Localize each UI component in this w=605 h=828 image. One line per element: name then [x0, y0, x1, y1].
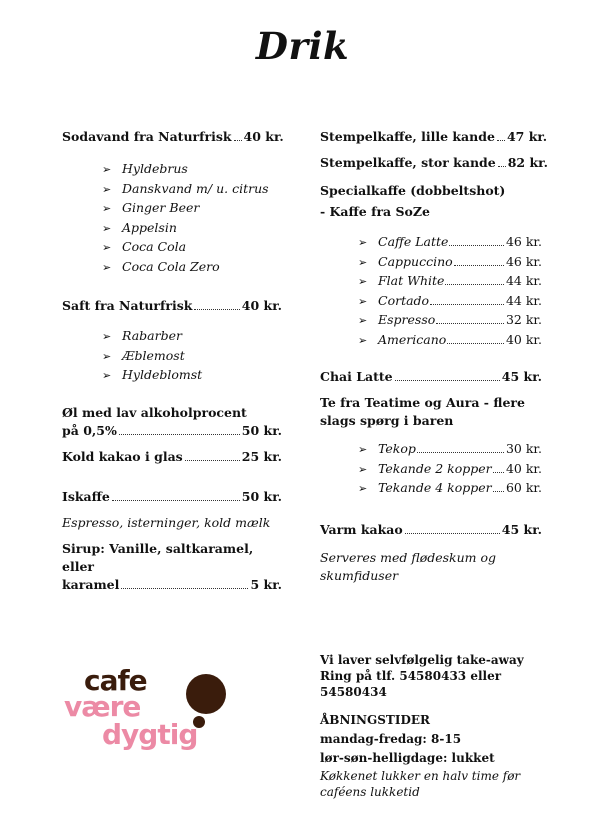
- logo-line2: være: [64, 690, 141, 723]
- varm-kakao-note: Serveres med flødeskum og skumfiduser: [320, 549, 497, 583]
- te-list: [320, 440, 542, 499]
- list-item: ➢ Flat White 44 kr.: [358, 272, 542, 292]
- item-label: Sodavand fra Naturfrisk: [62, 129, 232, 144]
- arrow-bullet-icon: ➢: [358, 443, 368, 456]
- menu-row-kold-kakao: Kold kakao i glas 25 kr.: [62, 448, 282, 464]
- saft-list: [62, 327, 282, 386]
- iskaffe-note: Espresso, isterninger, kold mælk: [62, 514, 271, 530]
- arrow-bullet-icon: ➢: [358, 482, 368, 495]
- item-price: 40 kr.: [243, 129, 284, 144]
- list-item: ➢ Coca Cola Zero: [102, 258, 282, 278]
- hours-weekdays: mandag-fredag: 8-15: [320, 732, 462, 746]
- sirup-line1: Sirup: Vanille, saltkaramel, eller: [62, 540, 254, 574]
- special-heading: Specialkaffe (dobbeltshot): [320, 183, 506, 198]
- arrow-bullet-icon: ➢: [358, 333, 368, 347]
- list-item: ➢ Caffe Latte 46 kr.: [358, 233, 542, 253]
- arrow-bullet-icon: ➢: [102, 163, 112, 176]
- left-column: [62, 128, 282, 594]
- cafe-vaere-dygtig-logo: [60, 660, 240, 755]
- menu-row-iskaffe: Iskaffe 50 kr.: [62, 488, 282, 504]
- list-item: ➢ Æblemost: [102, 347, 282, 367]
- right-column: [320, 128, 548, 585]
- special-list: [320, 233, 542, 350]
- list-item: ➢ Cappuccino 46 kr.: [358, 253, 542, 273]
- menu-row-stempel-stor: Stempelkaffe, stor kande 82 kr.: [320, 155, 548, 170]
- list-item: ➢ Tekande 4 kopper 60 kr.: [358, 479, 542, 499]
- menu-row-sirup: karamel 5 kr.: [62, 576, 282, 592]
- hours-heading: ÅBNINGSTIDER: [320, 713, 430, 727]
- menu-row-ol: på 0,5% 50 kr.: [62, 422, 282, 438]
- te-heading: Te fra Teatime og Aura - flere slags spørg i baren: [320, 395, 525, 428]
- list-item: ➢ Cortado 44 kr.: [358, 292, 542, 312]
- arrow-bullet-icon: ➢: [358, 294, 368, 308]
- list-item: ➢ Tekande 2 kopper 40 kr.: [358, 460, 542, 480]
- arrow-bullet-icon: ➢: [102, 241, 112, 254]
- list-item: ➢ Tekop 30 kr.: [358, 440, 542, 460]
- list-item: ➢ Appelsin: [102, 219, 282, 239]
- menu-row-chai: Chai Latte 45 kr.: [320, 369, 542, 384]
- arrow-bullet-icon: ➢: [358, 314, 368, 327]
- arrow-bullet-icon: ➢: [102, 369, 112, 382]
- list-item: ➢ Americano 40 kr.: [358, 331, 542, 351]
- list-item: ➢ Ginger Beer: [102, 199, 282, 219]
- menu-row-saft: Saft fra Naturfrisk 40 kr.: [62, 298, 282, 313]
- page-title: Drik: [255, 24, 350, 68]
- logo-line3: dygtig: [102, 718, 198, 751]
- list-item: ➢ Rabarber: [102, 327, 282, 347]
- arrow-bullet-icon: ➢: [358, 275, 368, 288]
- arrow-bullet-icon: ➢: [102, 221, 112, 235]
- menu-row-stempel-lille: Stempelkaffe, lille kande 47 kr.: [320, 129, 548, 144]
- list-item: ➢ Hyldebrus: [102, 160, 282, 180]
- list-item: ➢ Coca Cola: [102, 238, 282, 258]
- special-sub: - Kaffe fra SoZe: [320, 204, 430, 219]
- menu-row-varm-kakao: Varm kakao 45 kr.: [320, 521, 542, 537]
- arrow-bullet-icon: ➢: [102, 182, 112, 196]
- takeaway-text: Vi laver selvfølgelig take-away Ring på tlf. 54580433 eller 54580434: [320, 653, 524, 699]
- ol-line1: Øl med lav alkoholprocent: [62, 404, 247, 420]
- arrow-bullet-icon: ➢: [102, 260, 112, 274]
- arrow-bullet-icon: ➢: [358, 236, 368, 249]
- arrow-bullet-icon: ➢: [358, 255, 368, 269]
- list-item: ➢ Hyldeblomst: [102, 366, 282, 386]
- arrow-bullet-icon: ➢: [358, 462, 368, 476]
- sodavand-list: [62, 160, 282, 277]
- info-block: [320, 652, 550, 800]
- hours-weekend: lør-søn-helligdage: lukket: [320, 751, 495, 765]
- list-item: ➢ Espresso 32 kr.: [358, 311, 542, 331]
- menu-row-sodavand: [62, 128, 282, 146]
- arrow-bullet-icon: ➢: [102, 349, 112, 363]
- logo-line1: cafe: [84, 664, 147, 697]
- list-item: ➢ Danskvand m/ u. citrus: [102, 180, 282, 200]
- arrow-bullet-icon: ➢: [102, 330, 112, 343]
- arrow-bullet-icon: ➢: [102, 202, 112, 215]
- kitchen-note: Køkkenet lukker en halv time før caféens lukketid: [320, 769, 521, 799]
